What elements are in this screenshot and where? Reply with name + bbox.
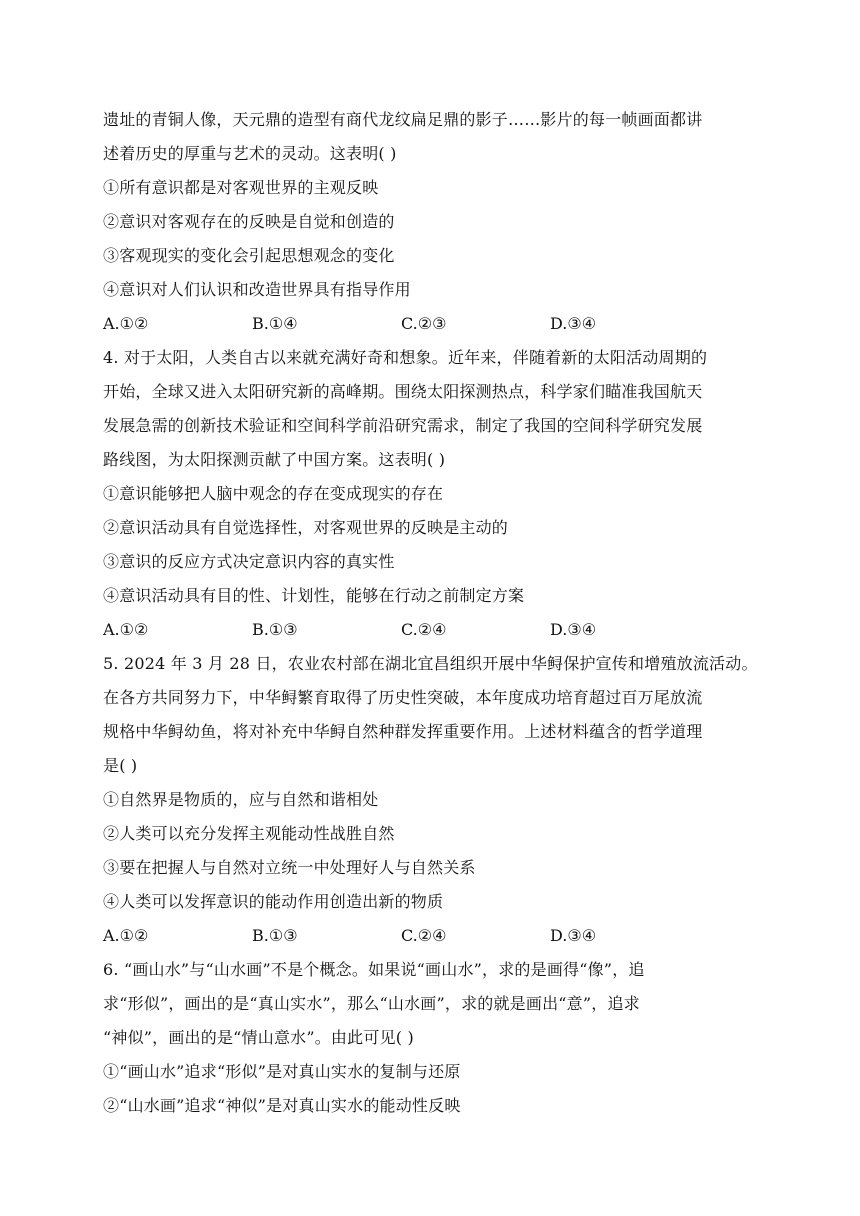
question-stem-line: 述着历史的厚重与艺术的灵动。这表明( ): [103, 144, 397, 163]
statement: ②“山水画”追求“神似”是对真山实水的能动性反映: [103, 1096, 461, 1115]
option-a: A.①②: [103, 314, 149, 333]
option-c: C.②④: [401, 926, 447, 945]
statement: ①“画山水”追求“形似”是对真山实水的复制与还原: [103, 1062, 461, 1081]
statement: ④人类可以发挥意识的能动作用创造出新的物质: [103, 892, 444, 911]
statement: ③客观现实的变化会引起思想观念的变化: [103, 246, 395, 265]
question-6: [103, 953, 790, 1123]
question-stem-line: “神似”，画出的是“情山意水”。由此可见( ): [103, 1028, 414, 1047]
option-b: B.①④: [252, 314, 298, 333]
answer-options: [103, 919, 790, 953]
option-c: C.②③: [401, 314, 447, 333]
statement: ②意识对客观存在的反映是自觉和创造的: [103, 212, 395, 231]
statement: ④意识对人们认识和改造世界具有指导作用: [103, 280, 411, 299]
question-3: [103, 103, 790, 341]
question-stem-line: 规格中华鲟幼鱼，将对补充中华鲟自然种群发挥重要作用。上述材料蕴含的哲学道理: [103, 722, 703, 741]
question-stem-line: 5. 2024 年 3 月 28 日，农业农村部在湖北宜昌组织开展中华鲟保护宣传和增殖放流活动。: [103, 654, 758, 673]
statement: ②意识活动具有自觉选择性，对客观世界的反映是主动的: [103, 518, 509, 537]
statement: ②人类可以充分发挥主观能动性战胜自然: [103, 824, 395, 843]
question-4: [103, 341, 790, 647]
statement: ①意识能够把人脑中观念的存在变成现实的存在: [103, 484, 444, 503]
option-c: C.②④: [401, 620, 447, 639]
answer-options: [103, 613, 790, 647]
option-d: D.③④: [550, 314, 597, 333]
option-b: B.①③: [252, 926, 298, 945]
option-d: D.③④: [550, 620, 597, 639]
question-stem-line: 在各方共同努力下，中华鲟繁育取得了历史性突破，本年度成功培育超过百万尾放流: [103, 688, 703, 707]
question-5: [103, 647, 790, 953]
statement: ①自然界是物质的，应与自然和谐相处: [103, 790, 379, 809]
option-d: D.③④: [550, 926, 597, 945]
answer-options: [103, 307, 790, 341]
option-b: B.①③: [252, 620, 298, 639]
option-a: A.①②: [103, 620, 149, 639]
statement: ①所有意识都是对客观世界的主观反映: [103, 178, 379, 197]
question-stem-line: 开始，全球又进入太阳研究新的高峰期。围绕太阳探测热点，科学家们瞄准我国航天: [103, 382, 703, 401]
question-stem-line: 遗址的青铜人像，天元鼎的造型有商代龙纹扁足鼎的影子……影片的每一帧画面都讲: [103, 110, 703, 129]
question-stem-line: 发展急需的创新技术验证和空间科学前沿研究需求，制定了我国的空间科学研究发展: [103, 416, 703, 435]
statement: ④意识活动具有目的性、计划性，能够在行动之前制定方案: [103, 586, 525, 605]
option-a: A.①②: [103, 926, 149, 945]
statement: ③意识的反应方式决定意识内容的真实性: [103, 552, 395, 571]
question-stem-line: 是( ): [103, 756, 138, 775]
question-stem-line: 4. 对于太阳，人类自古以来就充满好奇和想象。近年来，伴随着新的太阳活动周期的: [103, 348, 708, 367]
statement: ③要在把握人与自然对立统一中处理好人与自然关系: [103, 858, 476, 877]
question-stem-line: 6. “画山水”与“山水画”不是个概念。如果说“画山水”，求的是画得“像”，追: [103, 960, 645, 979]
question-stem-line: 求“形似”，画出的是“真山实水”，那么“山水画”，求的就是画出“意”，追求: [103, 994, 640, 1013]
question-stem-line: 路线图，为太阳探测贡献了中国方案。这表明( ): [103, 450, 446, 469]
